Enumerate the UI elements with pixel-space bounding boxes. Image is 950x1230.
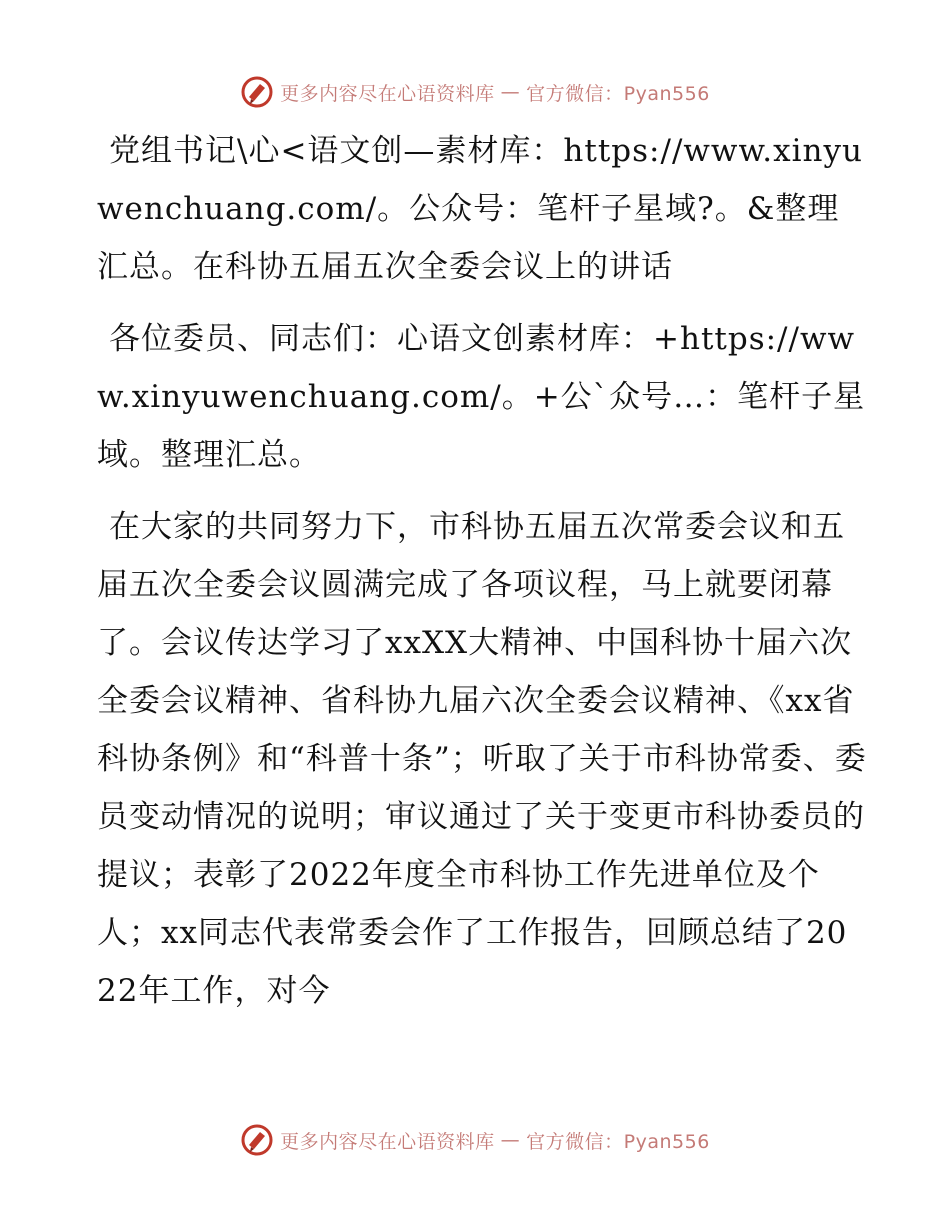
document-body (97, 122, 867, 1034)
brand-logo-icon (240, 75, 274, 109)
watermark-wechat-text: 官方微信：Pyan556 (526, 82, 710, 105)
footer-watermark (0, 1120, 950, 1160)
paragraph-body: 在大家的共同努力下，市科协五届五次常委会议和五届五次全委会议圆满完成了各项议程，马上就要闭幕了。会议传达学习了xxXX大精神、中国科协十届六次全委会议精神、省科协九届六次全委会议精神、《xx省科协条例》和“科普十条”；听取了关于市科协常委、委员变动情况的说明；审议通过了关于变更市科协委员的提议；表彰了2022年度全市科协工作先进单位及个人；xx同志代表常委会作了工作报告，回顾总结了2022年工作，对今 (97, 509, 867, 1009)
watermark-site-text: 更多内容尽在心语资料库 (280, 1130, 495, 1153)
watermark-wechat-text: 官方微信：Pyan556 (526, 1130, 710, 1153)
paragraph-title: 党组书记\心<语文创—素材库：https://www.xinyuwenchuang.com/。公众号：笔杆子星域?。&整理汇总。在科协五届五次全委会议上的讲话 (97, 133, 864, 285)
header-watermark (0, 72, 950, 112)
brand-logo-icon (240, 1123, 274, 1157)
paragraph-greeting: 各位委员、同志们：心语文创素材库：+https://www.xinyuwenchuang.com/。+公`众号…：笔杆子星域。整理汇总。 (97, 321, 866, 473)
watermark-separator: — (500, 81, 521, 103)
watermark-separator: — (500, 1129, 521, 1151)
watermark-site-text: 更多内容尽在心语资料库 (280, 82, 495, 105)
